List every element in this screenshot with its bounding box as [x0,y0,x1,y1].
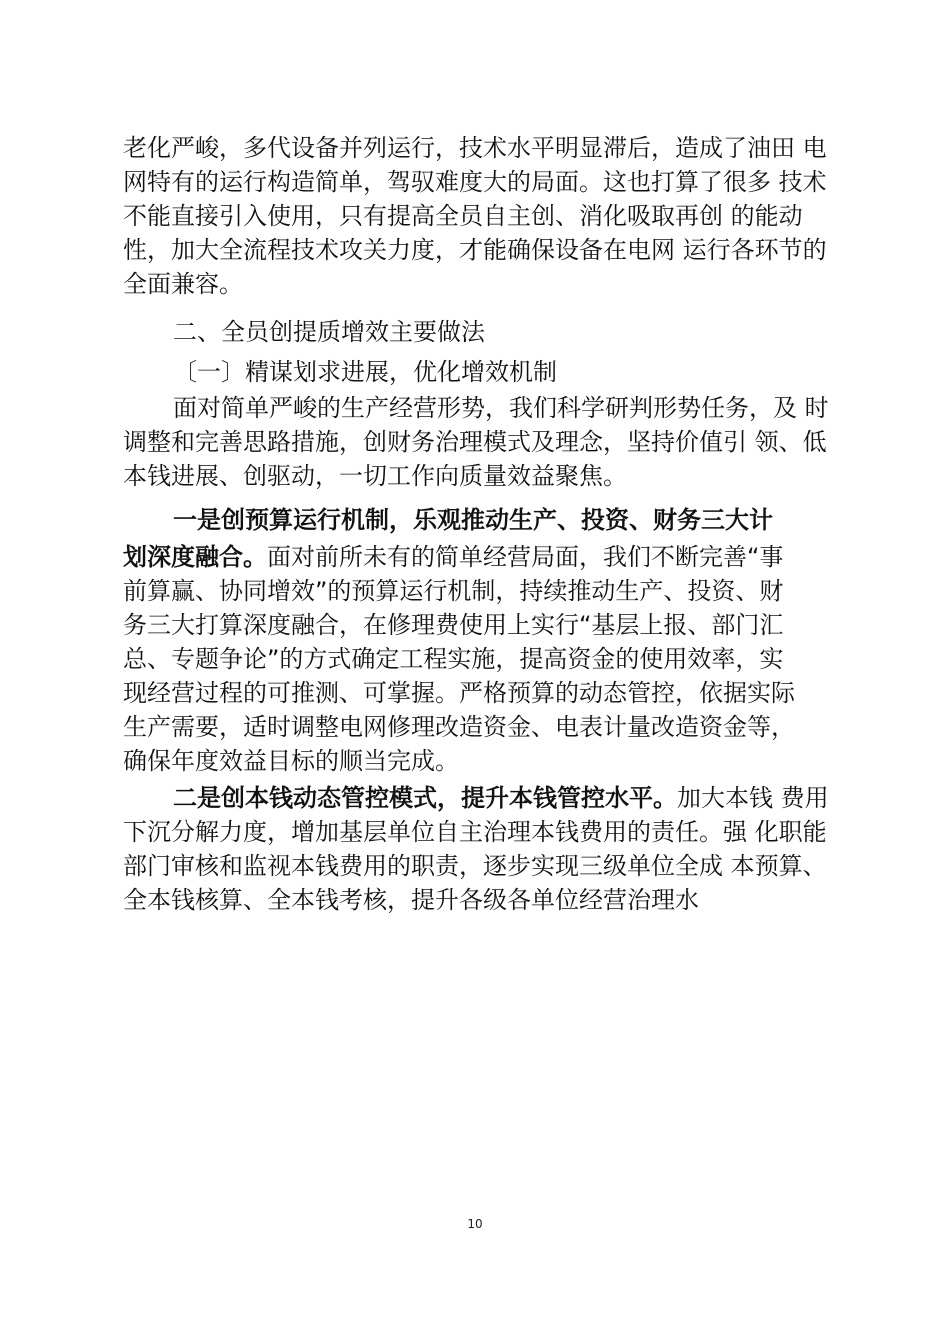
paragraph-4-line-1 [173,781,829,815]
paragraph-3-line-6: 现经营过程的可推测、可掌握。严格预算的动态管控，依据实际 [123,679,795,707]
paragraph-1-line-4: 性，加大全流程技术攻关力度，才能确保设备在电网 运行各环节的 [123,236,827,264]
page-number: 10 [467,1217,483,1231]
paragraph-3-line-8: 确保年度效益目标的顺当完成。 [123,747,459,775]
paragraph-3-line-2 [123,540,783,574]
paragraph-3-line-7: 生产需要，适时调整电网修理改造资金、电表计量改造资金等， [123,713,795,741]
paragraph-3-line-4: 务三大打算深度融合，在修理费使用上实行“基层上报、部门汇 [123,611,784,639]
paragraph-3-bold-line-1: 一是创预算运行机制，乐观推动生产、投资、财务三大计 [173,506,773,534]
section-heading: 二、全员创提质增效主要做法 [173,318,485,346]
paragraph-3-line-3: 前算赢、协同增效”的预算运行机制，持续推动生产、投资、财 [123,577,784,605]
paragraph-2-line-3: 本钱进展、创驱动，一切工作向质量效益聚焦。 [123,462,627,490]
paragraph-1-line-2: 网特有的运行构造简单，驾驭难度大的局面。这也打算了很多 技术 [123,168,827,196]
paragraph-4-line-4: 全本钱核算、全本钱考核，提升各级各单位经营治理水 [123,886,699,914]
paragraph-3-line-2-rest: 面对前所未有的简单经营局面，我们不断完善“事 [267,543,784,571]
paragraph-1-line-1: 老化严峻，多代设备并列运行，技术水平明显滞后，造成了油田 电 [123,134,827,162]
paragraph-1-line-5: 全面兼容。 [123,270,243,298]
paragraph-2-line-1: 面对简单严峻的生产经营形势，我们科学研判形势任务，及 时 [173,394,829,422]
paragraph-1-line-3: 不能直接引入使用，只有提高全员自主创、消化吸取再创 的能动 [123,202,803,230]
paragraph-2-line-2: 调整和完善思路措施，创财务治理模式及理念，坚持价值引 领、低 [123,428,827,456]
subsection-heading: 〔一〕精谋划求进展，优化增效机制 [173,358,557,386]
paragraph-3-line-5: 总、专题争论”的方式确定工程实施，提高资金的使用效率，实 [123,645,784,673]
paragraph-4-line-3: 部门审核和监视本钱费用的职责，逐步实现三级单位全成 本预算、 [123,852,827,880]
paragraph-3-bold-line-2: 划深度融合。 [123,543,267,571]
paragraph-4-bold-lead: 二是创本钱动态管控模式，提升本钱管控水平。 [173,784,677,812]
paragraph-4-line-1-rest: 加大本钱 费用 [677,784,829,812]
paragraph-4-line-2: 下沉分解力度，增加基层单位自主治理本钱费用的责任。强 化职能 [123,818,827,846]
